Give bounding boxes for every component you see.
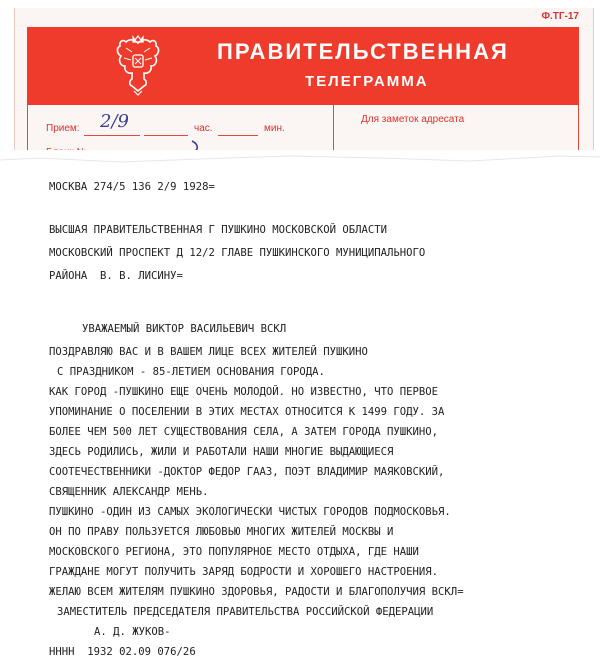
hours-line [144, 135, 188, 136]
received-date-handwritten: 2/9 [100, 111, 129, 132]
telegram-tape [0, 150, 600, 658]
received-label: Прием: [46, 123, 80, 134]
minutes-label: мин. [264, 123, 285, 134]
telegram-line: А. Д. ЖУКОВ- [94, 626, 171, 638]
telegram-line: ЗДЕСЬ РОДИЛИСЬ, ЖИЛИ И РАБОТАЛИ НАШИ МНОГИЕ ВЫДАЮЩИЕСЯ [49, 446, 394, 458]
notes-label: Для заметок адресата [361, 114, 465, 125]
telegram-line: УВАЖАЕМЫЙ ВИКТОР ВАСИЛЬЕВИЧ ВСКЛ [82, 323, 287, 335]
telegram-line: СВЯЩЕННИК АЛЕКСАНДР МЕНЬ. [49, 486, 209, 498]
telegram-line: УПОМИНАНИЕ О ПОСЕЛЕНИИ В ЭТИХ МЕСТАХ ОТНОСИТСЯ К 1499 ГОДУ. ЗА [49, 406, 445, 418]
telegram-line: ЗАМЕСТИТЕЛЬ ПРЕДСЕДАТЕЛЯ ПРАВИТЕЛЬСТВА РОССИЙСКОЙ ФЕДЕРАЦИИ [57, 606, 434, 618]
telegram-line: БОЛЕЕ ЧЕМ 500 ЛЕТ СУЩЕСТВОВАНИЯ СЕЛА, А ЗАТЕМ ГОРОДА ПУШКИНО, [49, 426, 439, 438]
telegram-line: МОСКВА 274/5 136 2/9 1928= [49, 181, 215, 193]
telegram-line: ПОЗДРАВЛЯЮ ВАС И В ВАШЕМ ЛИЦЕ ВСЕХ ЖИТЕЛЕЙ ПУШКИНО [49, 346, 368, 358]
minutes-line [218, 135, 258, 136]
form-subtitle: ТЕЛЕГРАММА [305, 73, 429, 90]
telegram-line: ГРАЖДАНЕ МОГУТ ПОЛУЧИТЬ ЗАРЯД БОДРОСТИ И ХОРОШЕГО НАСТРОЕНИЯ. [49, 566, 439, 578]
telegram-line: С ПРАЗДНИКОМ - 85-ЛЕТИЕМ ОСНОВАНИЯ ГОРОДА. [57, 366, 325, 378]
form-code: Ф.ТГ-17 [541, 11, 579, 22]
telegram-line: НННН 1932 02.09 076/26 [49, 646, 196, 658]
telegram-line: ОН ПО ПРАВУ ПОЛЬЗУЕТСЯ ЛЮБОВЬЮ МНОГИХ ЖИТЕЛЕЙ МОСКВЫ И [49, 526, 394, 538]
telegram-line: КАК ГОРОД -ПУШКИНО ЕЩЕ ОЧЕНЬ МОЛОДОЙ. НО ИЗВЕСТНО, ЧТО ПЕРВОЕ [49, 386, 439, 398]
coat-of-arms-icon [114, 33, 162, 97]
received-date-line [84, 135, 140, 136]
telegram-line: ЖЕЛАЮ ВСЕМ ЖИТЕЛЯМ ПУШКИНО ЗДОРОВЬЯ, РАДОСТИ И БЛАГОПОЛУЧИЯ ВСКЛ= [49, 586, 464, 598]
telegram-line: ВЫСШАЯ ПРАВИТЕЛЬСТВЕННАЯ Г ПУШКИНО МОСКОВСКОЙ ОБЛАСТИ [49, 224, 388, 236]
telegram-line: РАЙОНА В. В. ЛИСИНУ= [49, 270, 183, 282]
torn-paper-edge [0, 150, 600, 172]
telegram-line: МОСКОВСКИЙ ПРОСПЕКТ Д 12/2 ГЛАВЕ ПУШКИНСКОГО МУНИЦИПАЛЬНОГО [49, 247, 426, 259]
form-title: ПРАВИТЕЛЬСТВЕННАЯ [217, 39, 509, 64]
telegram-line: СООТЕЧЕСТВЕННИКИ -ДОКТОР ФЕДОР ГААЗ, ПОЭТ ВЛАДИМИР МАЯКОВСКИЙ, [49, 466, 445, 478]
telegram-line: МОСКОВСКОГО РЕГИОНА, ЭТО ПОПУЛЯРНОЕ МЕСТО ОТДЫХА, ГДЕ НАШИ [49, 546, 419, 558]
hours-label: час. [194, 123, 213, 134]
telegram-line: ПУШКИНО -ОДИН ИЗ САМЫХ ЭКОЛОГИЧЕСКИ ЧИСТЫХ ГОРОДОВ ПОДМОСКОВЬЯ. [49, 506, 451, 518]
header-banner [27, 27, 579, 105]
